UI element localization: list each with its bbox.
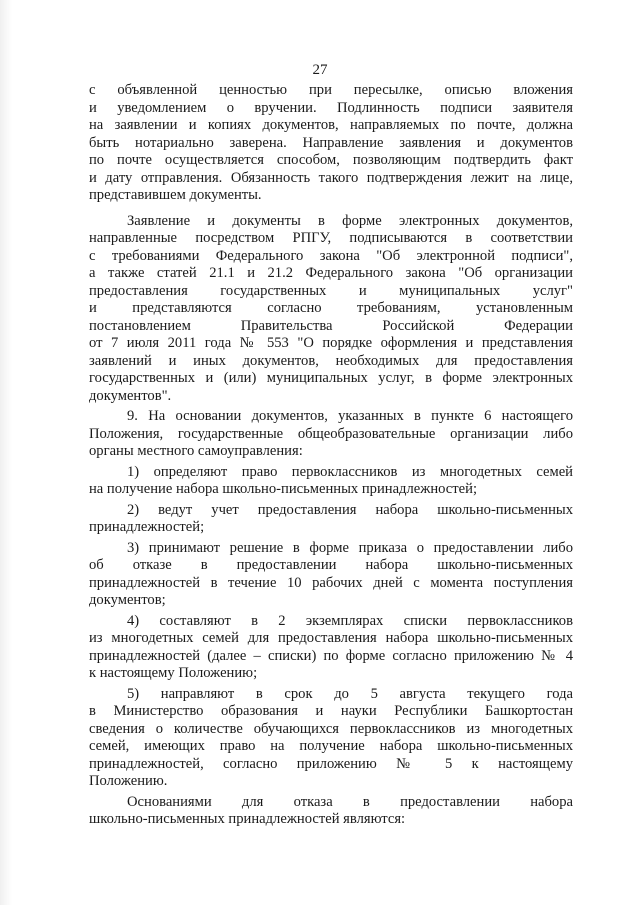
page-number: 27 — [312, 62, 328, 78]
text-line: об отказе в предоставлении набора школьно-письменных — [89, 557, 573, 573]
text-line: предоставления государственных и муниципальных услуг" — [89, 282, 573, 299]
scan-edge-shadow — [0, 0, 12, 905]
text-line: из многодетных семей для предоставления набора школьно-письменных — [89, 630, 573, 646]
text-line: 1) определяют право первоклассников из многодетных семей — [127, 463, 573, 480]
text-line: Заявление и документы в форме электронных документов, — [127, 212, 573, 229]
paragraph — [89, 213, 573, 406]
paragraph — [89, 82, 573, 205]
text-line: в Министерство образования и науки Республики Башкортостан — [89, 703, 573, 719]
text-line: от 7 июля 2011 года № 553 "О порядке оформления и представления — [89, 335, 573, 351]
text-line: с объявленной ценностью при пересылке, описью вложения — [89, 82, 573, 98]
text-line: а также статей 21.1 и 21.2 Федерального закона "Об организации — [89, 265, 573, 281]
paragraph — [89, 464, 573, 499]
paragraph — [89, 686, 573, 791]
text-line: Положения, государственные общеобразовательные организации либо — [89, 425, 573, 442]
text-line: принадлежностей в течение 10 рабочих дней с момента поступления — [89, 574, 573, 591]
text-line: и дату отправления. Обязанность такого подтверждения лежит на лице, — [89, 169, 573, 186]
text-line: представившем документы. — [89, 187, 262, 203]
text-line: 4) составляют в 2 экземплярах списки первоклассников — [127, 612, 573, 629]
text-line: по почте осуществляется способом, позволяющим подтвердить факт — [89, 152, 573, 168]
text-line: заявлений и иных документов, необходимых для предоставления — [89, 352, 573, 369]
text-line: на заявлении и копиях документов, направляемых по почте, должна — [89, 117, 573, 133]
paragraph — [89, 613, 573, 683]
text-line: быть нотариально заверена. Направление заявления и документов — [89, 134, 573, 151]
text-line: принадлежностей; — [89, 519, 205, 535]
paragraph — [89, 502, 573, 537]
text-line: школьно-письменных принадлежностей являются: — [89, 811, 406, 827]
text-line: семей, имеющих право на получение набора школьно-письменных — [89, 738, 573, 754]
text-line: направленные посредством РПГУ, подписываются в соответствии — [89, 230, 573, 246]
text-line: на получение набора школьно-письменных принадлежностей; — [89, 481, 477, 497]
text-line: принадлежностей (далее – списки) по форме согласно приложению № 4 — [89, 647, 573, 664]
paragraph — [89, 408, 573, 461]
text-line: к настоящему Положению; — [89, 665, 258, 681]
text-line: Положению. — [89, 773, 168, 789]
text-line: и представляются согласно требованиям, установленным — [89, 300, 573, 316]
paragraph — [89, 794, 573, 829]
paragraph — [89, 540, 573, 610]
text-line: органы местного самоуправления: — [89, 443, 303, 459]
text-line: документов". — [89, 387, 172, 404]
text-line: 9. На основании документов, указанных в пункте 6 настоящего — [127, 408, 573, 424]
document-body — [89, 82, 573, 829]
text-line: 5) направляют в срок до 5 августа текущего года — [127, 685, 573, 702]
text-line: и уведомлением о вручении. Подлинность подписи заявителя — [89, 99, 573, 116]
text-line: сведения о количестве обучающихся первоклассников из многодетных — [89, 720, 573, 737]
text-line: принадлежностей, согласно приложению № 5 к настоящему — [89, 755, 573, 772]
text-line: государственных и (или) муниципальных услуг, в форме электронных — [89, 370, 573, 386]
text-line: 3) принимают решение в форме приказа о предоставлении либо — [127, 539, 573, 556]
text-line: постановлением Правительства Российской Федерации — [89, 317, 573, 334]
text-line: с требованиями Федерального закона "Об электронной подписи", — [89, 247, 573, 264]
text-line: Основаниями для отказа в предоставлении набора — [127, 793, 573, 810]
text-line: документов; — [89, 592, 166, 608]
text-line: 2) ведут учет предоставления набора школьно-письменных — [127, 501, 573, 518]
